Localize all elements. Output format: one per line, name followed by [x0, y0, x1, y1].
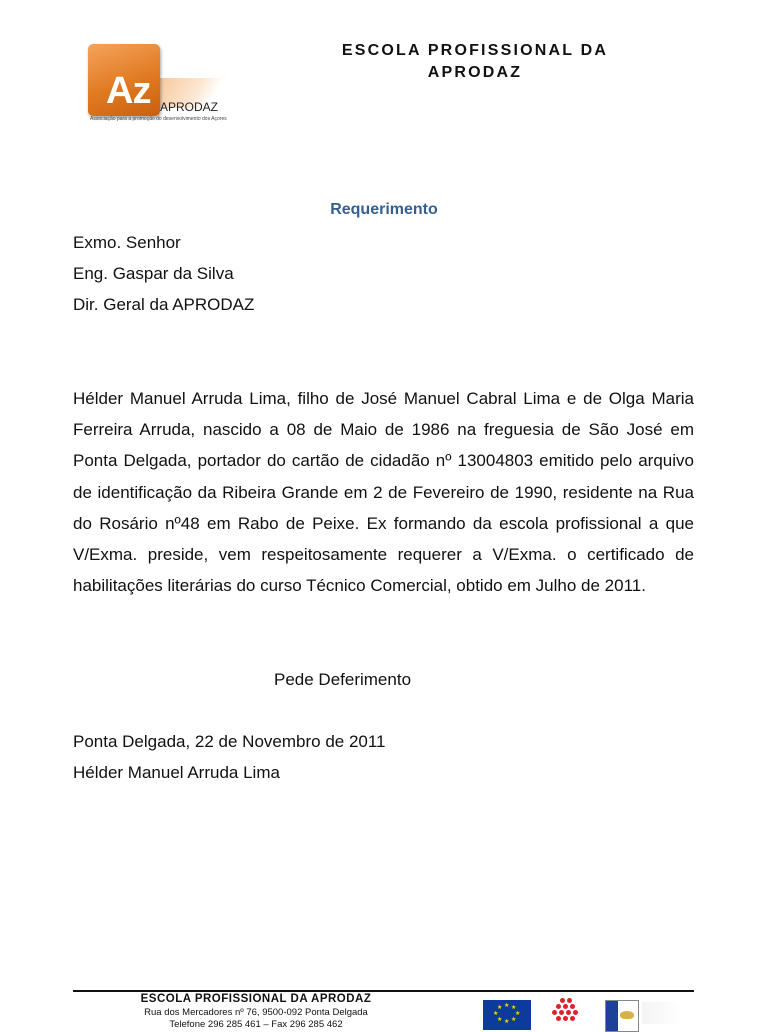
- azores-flag-icon: [605, 1000, 639, 1032]
- recipient-line-2: Eng. Gaspar da Silva: [73, 264, 234, 283]
- logo-name: APRODAZ: [160, 100, 219, 114]
- document-title: Requerimento: [330, 201, 438, 218]
- recipient-line-3: Dir. Geral da APRODAZ: [73, 295, 255, 314]
- footer-phone: Telefone 296 285 461 – Fax 296 285 462: [169, 1019, 343, 1030]
- place-date: Ponta Delgada, 22 de Novembro de 2011: [73, 732, 386, 751]
- footer-school-name: ESCOLA PROFISSIONAL DA APRODAZ: [140, 993, 372, 1005]
- footer-divider: [73, 990, 694, 992]
- aprodaz-logo: [88, 44, 248, 126]
- footer-address: Rua dos Mercadores nº 76, 9500-092 Ponta Delgada: [144, 1007, 368, 1018]
- logo-mark-text: Az: [106, 70, 151, 112]
- azores-flag-band: [606, 1001, 618, 1031]
- logo-mark: [88, 44, 160, 116]
- logo-tagline: Associação para a promoção do desenvolvimento dos Açores: [90, 116, 227, 122]
- red-dots-logo-icon: [552, 998, 582, 1024]
- eu-flag-icon: ★ ★ ★ ★ ★ ★ ★ ★: [483, 1000, 531, 1030]
- azores-flag-emblem: [620, 1011, 634, 1019]
- closing-request: Pede Deferimento: [274, 670, 412, 689]
- header-title-line-2: APRODAZ: [427, 64, 523, 81]
- signature-name: Hélder Manuel Arruda Lima: [73, 763, 280, 782]
- recipient-line-1: Exmo. Senhor: [73, 233, 181, 252]
- request-body: Hélder Manuel Arruda Lima, filho de José Manuel Cabral Lima e de Olga Maria Ferreira Arruda, nascido a 08 de Maio de 1986 na freguesia de São José em Ponta Delgada, portador do cartão de cidadão nº 13004803 emitido pelo arquivo de identificação da Ribeira Grande em 2 de Fevereiro de 1990, residente na Rua do Rosário nº48 em Rabo de Peixe. Ex formando da escola profissional a que V/Exma. preside, vem respeitosamente requerer a V/Exma. o certificado de habilitações literárias do curso Técnico Comercial, obtido em Julho de 2011.: [73, 389, 694, 596]
- header-title-line-1: ESCOLA PROFISSIONAL DA: [341, 42, 609, 59]
- footer-banner-fade: [642, 1002, 682, 1024]
- header-title: [280, 40, 670, 84]
